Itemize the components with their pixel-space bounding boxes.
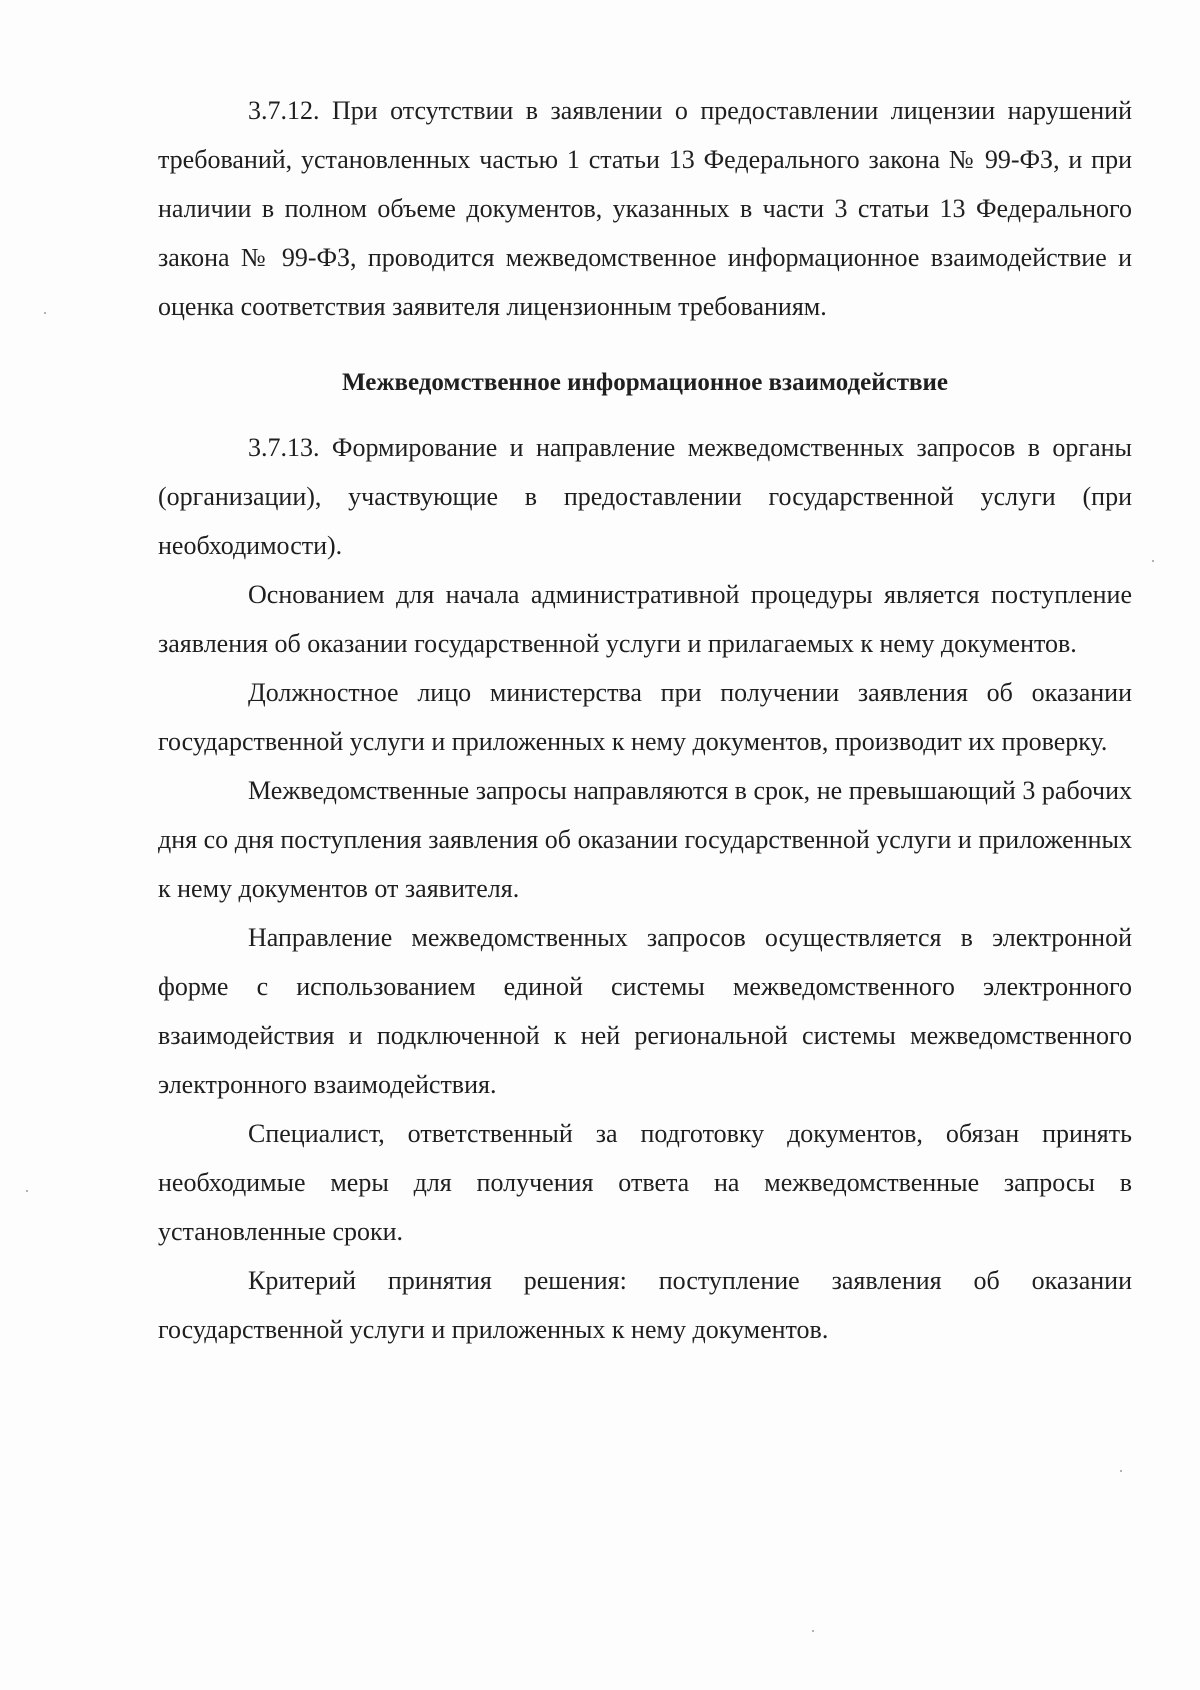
- document-body: [158, 86, 1132, 1354]
- scan-speck: [26, 1190, 28, 1192]
- scan-speck: [1152, 560, 1154, 562]
- scan-speck: [812, 1630, 814, 1632]
- paragraph-electronic-form: Направление межведомственных запросов осуществляется в электронной форме с использованием единой системы межведомственного электронного взаимодействия и подключенной к ней региональной системы межведомственного электронного взаимодействия.: [158, 923, 1132, 1099]
- paragraph-request-deadline: Межведомственные запросы направляются в срок, не превышающий 3 рабочих дня со дня поступления заявления об оказании государственной услуги и приложенных к нему документов от заявителя.: [158, 776, 1132, 903]
- paragraph-basis: Основанием для начала административной процедуры является поступление заявления об оказании государственной услуги и прилагаемых к нему документов.: [158, 580, 1132, 658]
- paragraph-official-check: Должностное лицо министерства при получении заявления об оказании государственной услуги и приложенных к нему документов, производит их проверку.: [158, 678, 1132, 756]
- scan-speck: [44, 312, 46, 314]
- paragraph-decision-criterion: Критерий принятия решения: поступление заявления об оказании государственной услуги и приложенных к нему документов.: [158, 1266, 1132, 1344]
- paragraph-specialist-duty: Специалист, ответственный за подготовку документов, обязан принять необходимые меры для получения ответа на межведомственные запросы в установленные сроки.: [158, 1119, 1132, 1246]
- paragraph-3-7-13: 3.7.13. Формирование и направление межведомственных запросов в органы (организации), участвующие в предоставлении государственной услуги (при необходимости).: [158, 433, 1132, 560]
- section-heading: Межведомственное информационное взаимодействие: [342, 369, 948, 396]
- scan-speck: [1120, 1470, 1122, 1472]
- paragraph-3-7-12: 3.7.12. При отсутствии в заявлении о предоставлении лицензии нарушений требований, установленных частью 1 статьи 13 Федерального закона № 99-ФЗ, и при наличии в полном объеме документов, указанных в части 3 статьи 13 Федерального закона № 99-ФЗ, проводится межведомственное информационное взаимодействие и оценка соответствия заявителя лицензионным требованиям.: [158, 96, 1132, 321]
